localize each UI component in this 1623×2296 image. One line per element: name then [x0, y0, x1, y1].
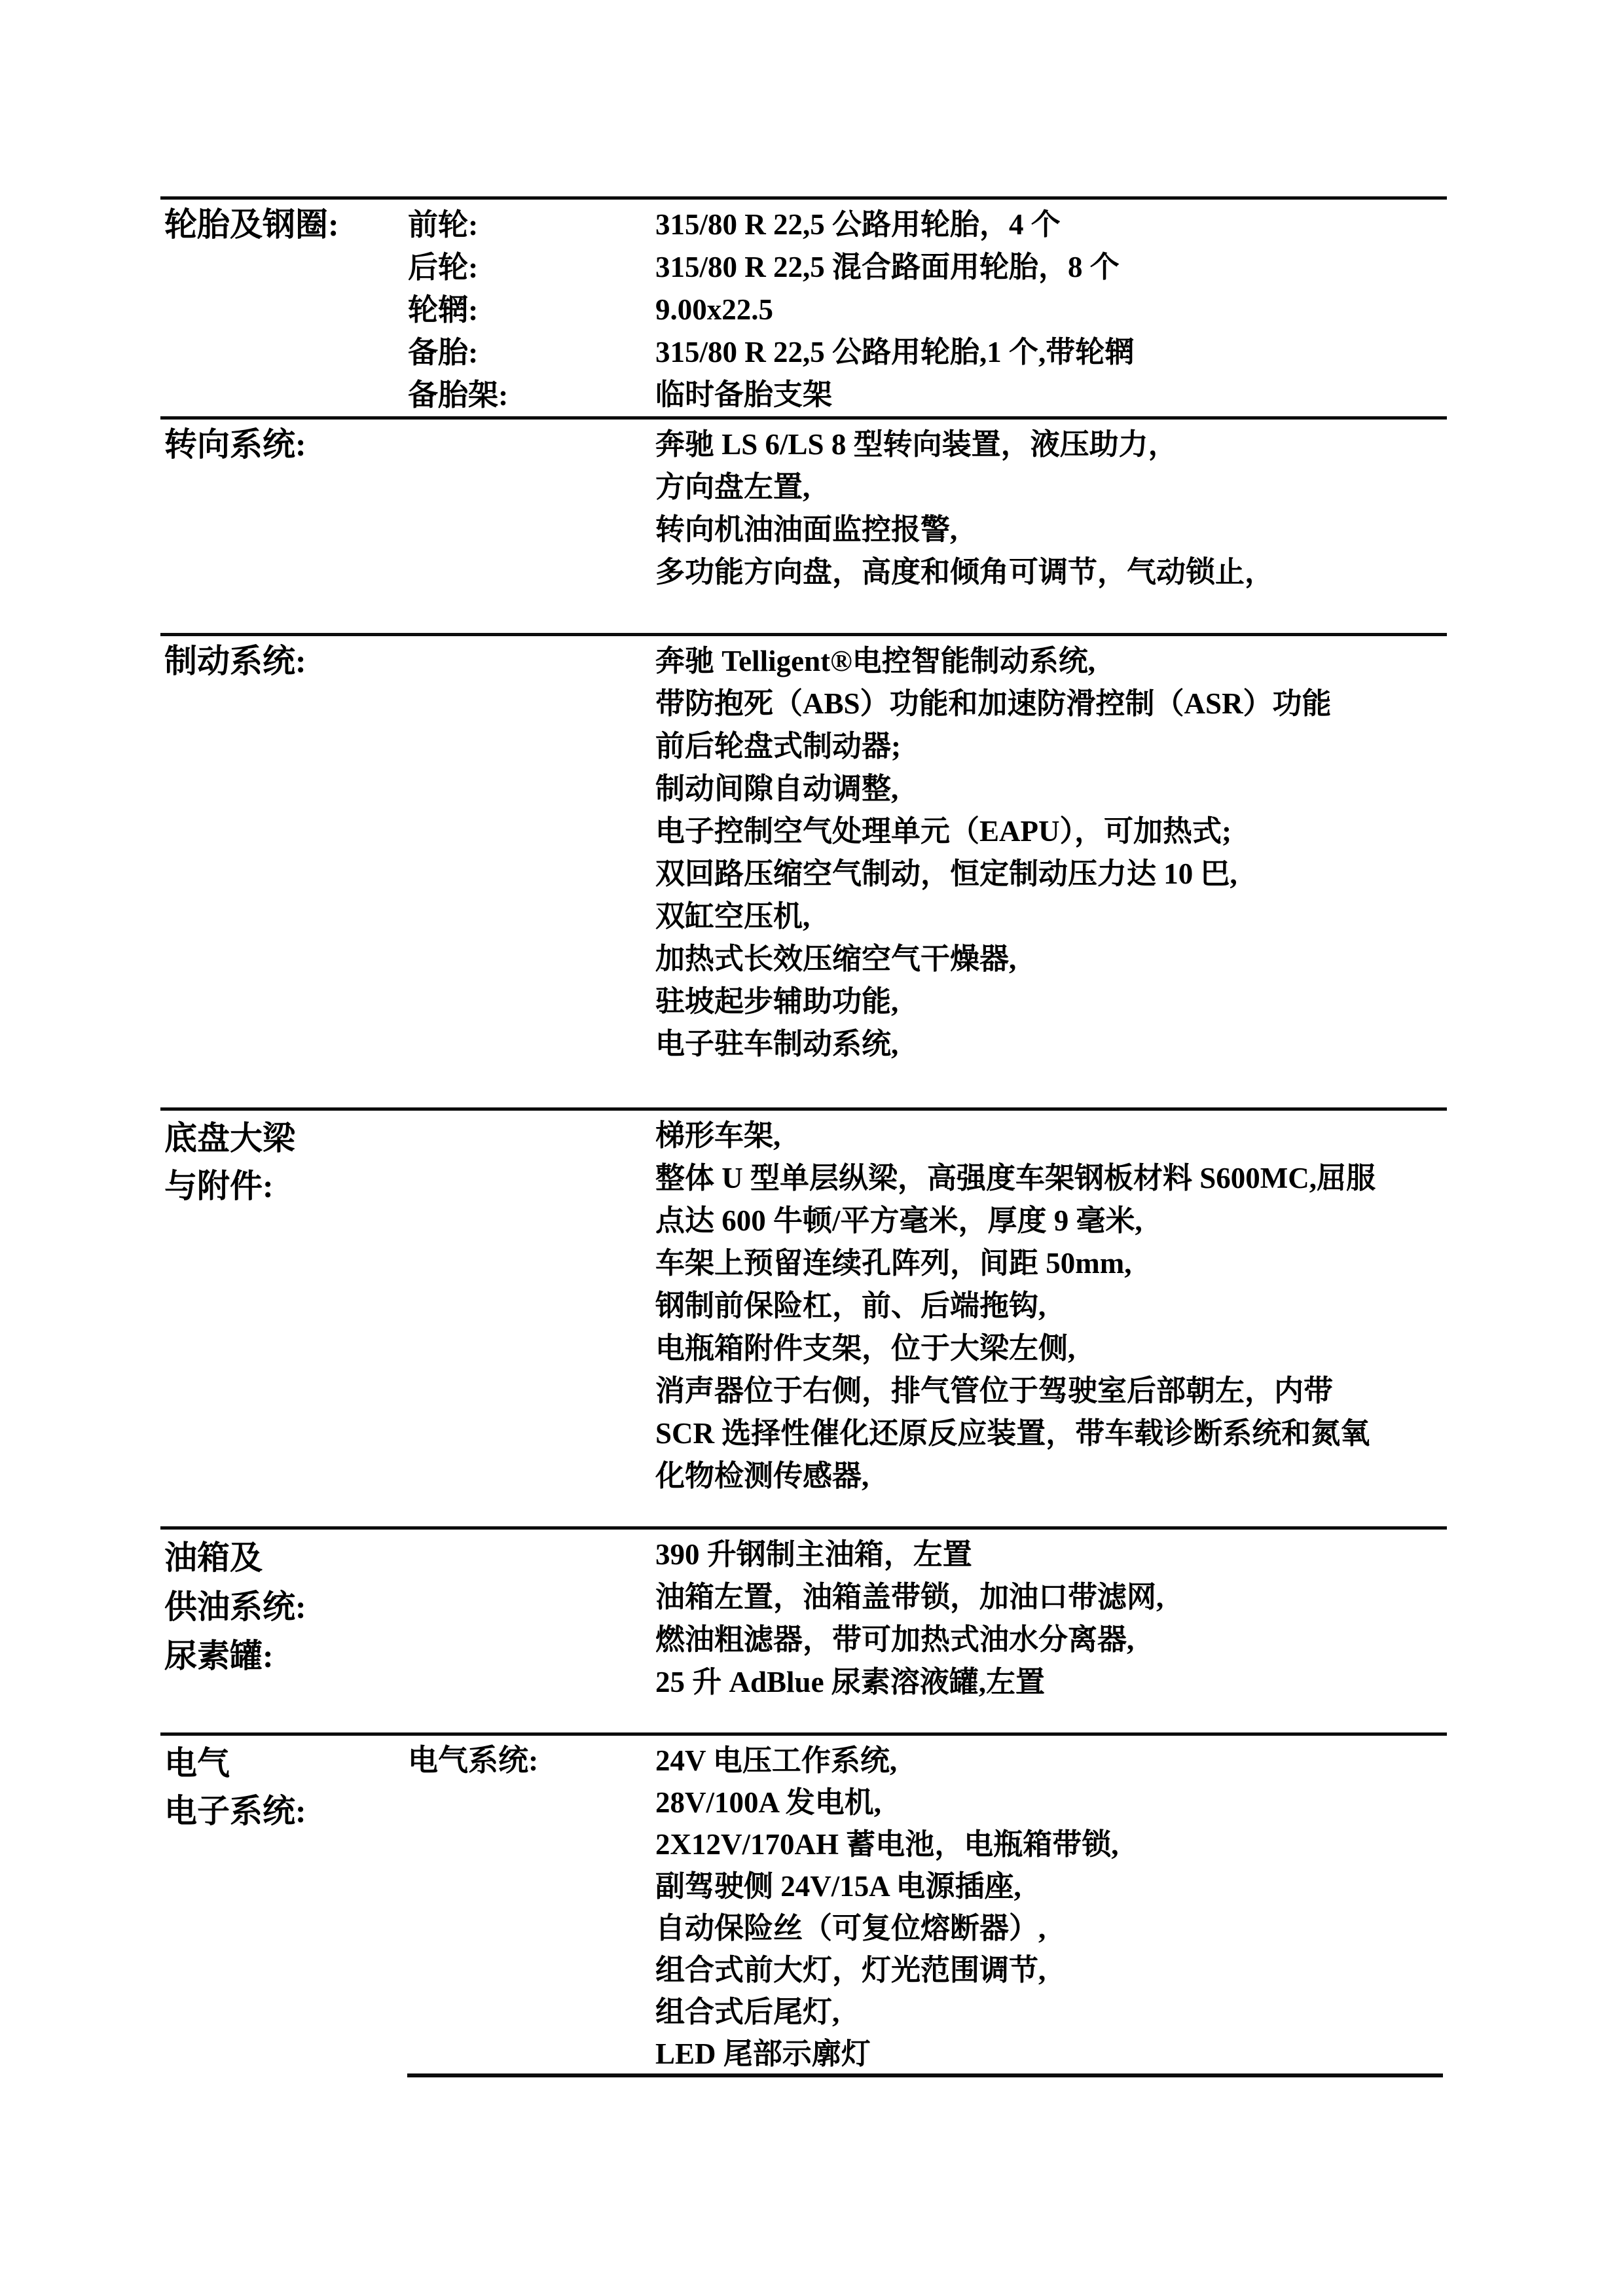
section-label [164, 640, 408, 1066]
sub-label [408, 683, 655, 725]
sub-label: 轮辋: [408, 293, 479, 327]
sub-label: 电气系统: [408, 1744, 539, 1777]
sub-label-column [408, 204, 655, 416]
spec-value-line: 方向盘左置, [655, 471, 811, 503]
spec-value-line: 钢制前保险杠，前、后端拖钩, [655, 1289, 1046, 1322]
spec-value-line: 双缸空压机, [655, 900, 811, 933]
spec-value-line: 前后轮盘式制动器; [655, 730, 901, 762]
section-label-line: 转向系统: [164, 426, 306, 463]
sub-label-column [408, 1740, 655, 2075]
spec-value-line: 28V/100A 发电机, [655, 1786, 882, 1819]
spec-value-line: 组合式前大灯，灯光范围调节, [655, 1954, 1046, 1986]
sub-label-column [408, 640, 655, 1066]
spec-table [160, 196, 1447, 2075]
spec-value-line: 加热式长效压缩空气干燥器, [655, 942, 1017, 975]
sub-label [408, 1115, 655, 1157]
spec-value-line: 油箱左置，油箱盖带锁，加油口带滤网, [655, 1581, 1164, 1613]
sub-label [408, 551, 655, 594]
sub-label [408, 1782, 655, 1823]
sub-label [408, 810, 655, 853]
sub-label [408, 1619, 655, 1661]
section-label-line: 尿素罐: [164, 1638, 274, 1674]
value-column [655, 1740, 1447, 2075]
section-label [164, 1115, 408, 1498]
spec-value-line: 315/80 R 22,5 混合路面用轮胎，8 个 [655, 251, 1120, 283]
spec-section [160, 1526, 1447, 1732]
spec-value-line: 奔驰 Telligent®电控智能制动系统, [655, 645, 1095, 677]
sub-label [408, 466, 655, 509]
bottom-rule [407, 2073, 1443, 2077]
spec-value-line: 双回路压缩空气制动，恒定制动压力达 10 巴, [655, 857, 1237, 890]
sub-label [408, 640, 655, 683]
sub-label [408, 1823, 655, 1865]
sub-label [408, 980, 655, 1023]
spec-section [160, 633, 1447, 1107]
spec-value-line: 奔驰 LS 6/LS 8 型转向装置，液压助力， [655, 428, 1178, 461]
sub-label [408, 1991, 655, 2033]
section-label-line: 轮胎及钢圈: [164, 206, 339, 243]
spec-value-line: 24V 电压工作系统, [655, 1744, 898, 1777]
section-label [164, 204, 408, 416]
value-column [655, 1115, 1447, 1498]
spec-value-line: 电瓶箱附件支架，位于大梁左侧, [655, 1332, 1076, 1365]
sub-label [408, 1661, 655, 1704]
sub-label [408, 1327, 655, 1370]
sub-label: 备胎架: [408, 378, 509, 412]
section-label-line: 电气 [164, 1745, 230, 1782]
sub-label [408, 725, 655, 768]
section-label-line: 油箱及 [164, 1539, 263, 1576]
value-column [655, 423, 1447, 594]
sub-label-column [408, 1115, 655, 1498]
section-label [164, 1534, 408, 1704]
sub-label [408, 853, 655, 895]
sub-label [408, 768, 655, 810]
value-column [655, 640, 1447, 1066]
spec-value-line: 梯形车架, [655, 1119, 781, 1152]
sub-label [408, 509, 655, 551]
spec-value-line: 自动保险丝（可复位熔断器）, [655, 1912, 1046, 1945]
sub-label [408, 938, 655, 980]
spec-value-line: 电子驻车制动系统, [655, 1028, 899, 1060]
sub-label [408, 1576, 655, 1619]
sub-label: 备胎: [408, 336, 479, 369]
spec-value-line: 临时备胎支架 [655, 378, 833, 411]
spec-value-line: 驻坡起步辅助功能, [655, 985, 899, 1018]
spec-value-line: LED 尾部示廓灯 [655, 2037, 871, 2070]
sub-label [408, 1200, 655, 1242]
sub-label [408, 1455, 655, 1498]
spec-value-line: 25 升 AdBlue 尿素溶液罐,左置 [655, 1666, 1046, 1698]
sub-label [408, 1534, 655, 1576]
section-label-line: 与附件: [164, 1168, 274, 1204]
sub-label-column [408, 1534, 655, 1704]
spec-value-line: 化物检测传感器, [655, 1460, 869, 1492]
spec-value-line: 多功能方向盘，高度和倾角可调节，气动锁止， [655, 556, 1275, 588]
spec-value-line: 车架上预留连续孔阵列，间距 50mm, [655, 1247, 1132, 1280]
sub-label [408, 423, 655, 466]
spec-value-line: 2X12V/170AH 蓄电池，电瓶箱带锁, [655, 1828, 1119, 1861]
spec-value-line: 制动间隙自动调整, [655, 772, 899, 805]
sub-label [408, 2033, 655, 2075]
sub-label [408, 1412, 655, 1455]
sub-label [408, 895, 655, 938]
section-label-line: 底盘大梁 [164, 1120, 295, 1157]
spec-value-line: 组合式后尾灯, [655, 1996, 840, 2028]
spec-value-line: 电子控制空气处理单元（EAPU），可加热式; [655, 815, 1231, 848]
spec-value-line: 390 升钢制主油箱，左置 [655, 1538, 972, 1571]
spec-value-line: 整体 U 型单层纵梁，高强度车架钢板材料 S600MC,屈服 [655, 1162, 1376, 1194]
sub-label [408, 1285, 655, 1327]
spec-value-line: 315/80 R 22,5 公路用轮胎，4 个 [655, 208, 1061, 241]
section-label [164, 423, 408, 594]
section-label [164, 1740, 408, 2075]
spec-value-line: 点达 600 牛顿/平方毫米，厚度 9 毫米, [655, 1204, 1142, 1237]
sub-label [408, 1865, 655, 1907]
sub-label [408, 1242, 655, 1285]
spec-value-line: 副驾驶侧 24V/15A 电源插座, [655, 1870, 1021, 1903]
section-label-line: 供油系统: [164, 1588, 306, 1625]
spec-value-line: SCR 选择性催化还原反应装置，带车载诊断系统和氮氧 [655, 1417, 1370, 1450]
spec-value-line: 燃油粗滤器，带可加热式油水分离器, [655, 1623, 1135, 1656]
sub-label [408, 1949, 655, 1991]
section-label-line: 制动系统: [164, 643, 306, 679]
spec-value-line: 带防抱死（ABS）功能和加速防滑控制（ASR）功能 [655, 687, 1332, 720]
sub-label [408, 1907, 655, 1949]
value-column [655, 1534, 1447, 1704]
spec-value-line: 转向机油油面监控报警, [655, 513, 958, 546]
sub-label-column [408, 423, 655, 594]
spec-value-line: 315/80 R 22,5 公路用轮胎,1 个,带轮辋 [655, 336, 1135, 368]
sub-label [408, 1023, 655, 1066]
sub-label [408, 1157, 655, 1200]
spec-section [160, 196, 1447, 416]
sub-label: 后轮: [408, 251, 479, 284]
sub-label [408, 1370, 655, 1412]
spec-section [160, 416, 1447, 633]
spec-value-line: 消声器位于右侧，排气管位于驾驶室后部朝左，内带 [655, 1374, 1334, 1407]
value-column [655, 204, 1447, 416]
section-label-line: 电子系统: [164, 1793, 306, 1829]
sub-label: 前轮: [408, 208, 479, 242]
spec-section [160, 1732, 1447, 2075]
spec-value-line: 9.00x22.5 [655, 293, 773, 326]
spec-section [160, 1107, 1447, 1526]
